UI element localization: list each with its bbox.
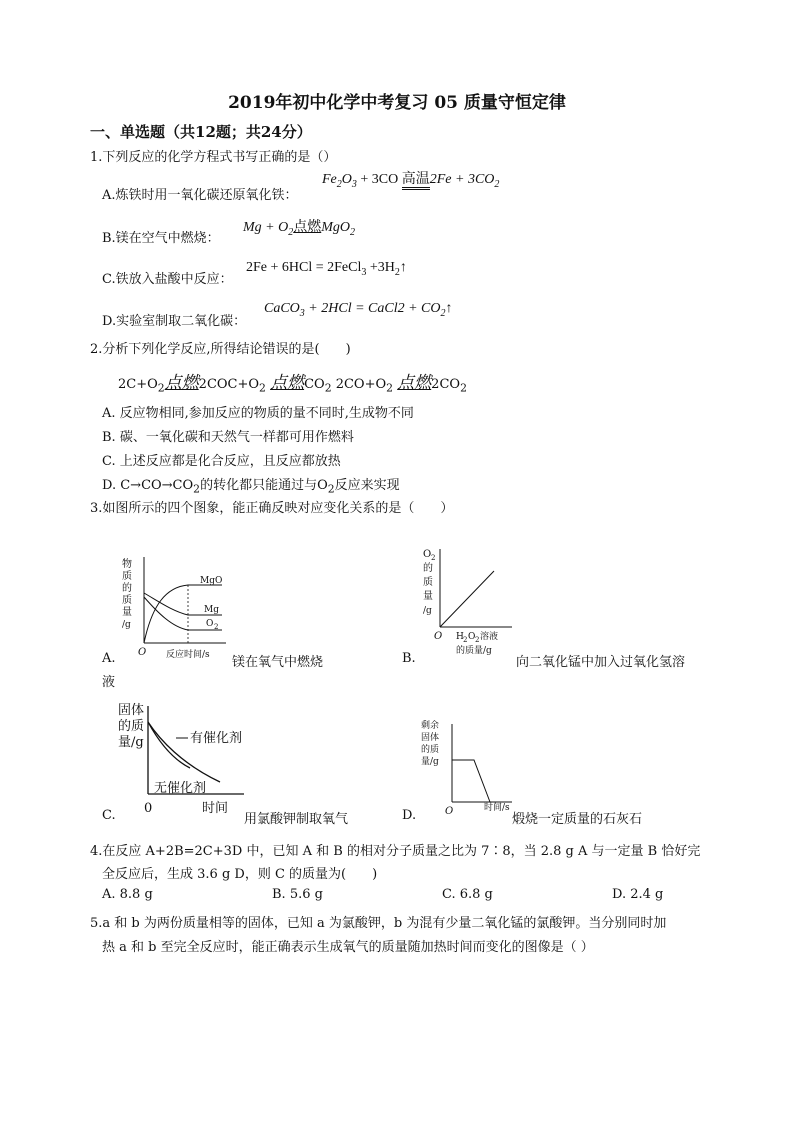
graph-a-ylabel-5: 量: [122, 607, 132, 618]
graph-b-ylabel-o: O: [423, 549, 432, 560]
graph-d-ylabel-4: 体: [430, 733, 440, 743]
q4-option-a: A. 8.8 g: [102, 887, 153, 902]
q1-option-d-label: D.实验室制取二氧化碳：: [102, 314, 247, 329]
graph-d-ylabel-3: 固: [421, 733, 431, 743]
q3-option-a-text: 镁在氧气中燃烧: [232, 655, 324, 670]
question-2-stem: 2.分析下列化学反应,所得结论错误的是( ): [90, 342, 351, 357]
q1-option-b-label: B.镁在空气中燃烧：: [102, 231, 220, 246]
question-5-stem-1: 5.a 和 b 为两份质量相等的固体，已知 a 为氯酸钾，b 为混有少量二氧化锰的氯酸钾。当分别同时加: [90, 916, 667, 931]
q2-equations: $2C+O_2$点燃$2COC+O_2$ 点燃$CO_2$ $2CO+O_2$ 点燃$2CO_2$: [118, 373, 467, 395]
question-1-stem: 1.下列反应的化学方程式书写正确的是（）: [90, 150, 337, 165]
q1-option-b-equation: $Mg + O_2$点燃MgO$_2$: [243, 216, 355, 238]
q1-option-d-equation: CaCO$_3$ + 2HCl = CaCl2 + $CO_2↑$: [264, 301, 453, 319]
q2-condition-2: 点燃: [270, 373, 305, 393]
graph-c-series-catalyst: 有催化剂: [190, 731, 243, 746]
graph-d: [418, 718, 518, 822]
graph-d-ylabel-1: 剩: [421, 721, 431, 731]
graph-a-series-mg: Mg: [204, 605, 219, 615]
graph-a: [118, 555, 234, 671]
graph-b-ylabel-sub: 2: [431, 554, 436, 562]
q1-option-a-label: A.炼铁时用一氧化碳还原氧化铁：: [102, 188, 298, 203]
graph-a-ylabel-2: 质: [122, 571, 132, 582]
graph-c-ylabel-2: 的质: [118, 719, 145, 734]
q3-option-d-label: D.: [402, 808, 417, 823]
graph-a-origin: O: [138, 647, 147, 658]
graph-d-ylabel-7: 量: [421, 757, 431, 767]
graph-a-series-o2: O: [206, 619, 214, 629]
graph-b-origin: O: [434, 631, 443, 642]
q1-option-c-label: C.铁放入盐酸中反应：: [102, 272, 233, 287]
question-3-stem: 3.如图所示的四个图象，能正确反映对应变化关系的是（ ）: [90, 501, 454, 516]
graph-a-xlabel: 反应时间/s: [166, 650, 210, 660]
question-4-stem-2: 全反应后，生成 3.6 g D，则 C 的质量为( ): [102, 867, 378, 882]
q2-condition-1: 点燃: [164, 373, 199, 393]
graph-b-xlabel-o: O: [468, 632, 476, 642]
q1-option-a-equation: $Fe_2O_3 + 3CO$ 高温$2Fe + 3CO_2$: [322, 172, 500, 190]
graph-d-ylabel-8: /g: [430, 757, 439, 767]
q2-condition-3: 点燃: [397, 373, 432, 393]
q3-option-b-text-cont: 液: [102, 675, 116, 690]
q3-option-b-text: 向二氧化锰中加入过氧化氢溶: [516, 655, 686, 670]
graph-b-xlabel-h: H: [456, 632, 464, 642]
q4-option-b: B. 5.6 g: [272, 887, 323, 902]
graph-b: [420, 545, 520, 665]
graph-d-ylabel-5: 的: [421, 745, 431, 755]
graph-b-ylabel-4: 质: [423, 577, 433, 588]
graph-c-xlabel: 时间: [202, 801, 229, 816]
question-5-stem-2: 热 a 和 b 至完全反应时，能正确表示生成氧气的质量随加热时间而变化的图像是（ ）: [102, 940, 594, 955]
q3-option-b-label: B.: [402, 651, 416, 666]
q3-option-c-label: C.: [102, 808, 116, 823]
graph-c-ylabel-3: 量/g: [118, 735, 144, 750]
graph-a-series-o2-sub: 2: [214, 623, 219, 631]
graph-d-ylabel-2: 余: [430, 721, 440, 731]
graph-b-xlabel-sub1: 2: [463, 636, 468, 644]
graph-b-ylabel-5: 量: [423, 591, 433, 602]
graph-d-ylabel-6: 质: [430, 745, 440, 755]
q4-option-d: D. 2.4 g: [612, 887, 664, 902]
graph-d-origin: O: [445, 806, 454, 817]
q4-option-c: C. 6.8 g: [442, 887, 493, 902]
graph-d-xlabel: 时间/s: [484, 803, 510, 813]
graph-b-xlabel-mass: 的质量/g: [456, 646, 492, 656]
graph-c: [116, 700, 256, 818]
graph-b-ylabel-6: /g: [423, 606, 432, 616]
q2-option-b: B. 碳、一氧化碳和天然气一样都可用作燃料: [102, 430, 354, 445]
graph-c-series-no-catalyst: 无催化剂: [154, 781, 207, 796]
graph-b-xlabel-sub2: 2: [475, 636, 480, 644]
graph-a-ylabel-6: /g: [122, 620, 131, 630]
q2-option-d: D. $C\to CO\to CO_2$的转化都只能通过与$O_2$反应来实现: [102, 478, 400, 496]
q3-option-a-label: A.: [102, 651, 116, 666]
graph-c-ylabel-1: 固体: [118, 703, 145, 718]
graph-c-origin: 0: [144, 801, 153, 816]
graph-b-xlabel-solution: 溶液: [480, 632, 499, 642]
q1-b-condition: 点燃: [293, 220, 322, 235]
graph-a-ylabel-4: 质: [122, 595, 132, 606]
graph-b-ylabel-3: 的: [423, 563, 433, 574]
graph-a-ylabel-3: 的: [122, 583, 132, 594]
q3-option-c-text: 用氯酸钾制取氧气: [244, 812, 349, 827]
section-heading: 一、单选题（共12题；共24分）: [90, 123, 312, 141]
question-4-stem-1: 4.在反应 A+2B=2C+3D 中，已知 A 和 B 的相对分子质量之比为 7∶8，当 2.8 g A 与一定量 B 恰好完: [90, 844, 701, 859]
graph-a-series-mgo: MgO: [200, 576, 223, 586]
q2-option-c: C. 上述反应都是化合反应，且反应都放热: [102, 454, 341, 469]
q2-option-a: A. 反应物相同,参加反应的物质的量不同时,生成物不同: [102, 406, 414, 421]
graph-a-ylabel-1: 物: [122, 559, 132, 570]
q3-option-d-text: 煅烧一定质量的石灰石: [512, 812, 643, 827]
q1-option-c-equation: 2Fe + 6HCl = 2FeCl$_3$ $+3H_2↑$: [246, 260, 407, 278]
q1-a-condition: 高温: [402, 173, 430, 190]
page-title: 2019年初中化学中考复习 05 质量守恒定律: [228, 93, 566, 113]
